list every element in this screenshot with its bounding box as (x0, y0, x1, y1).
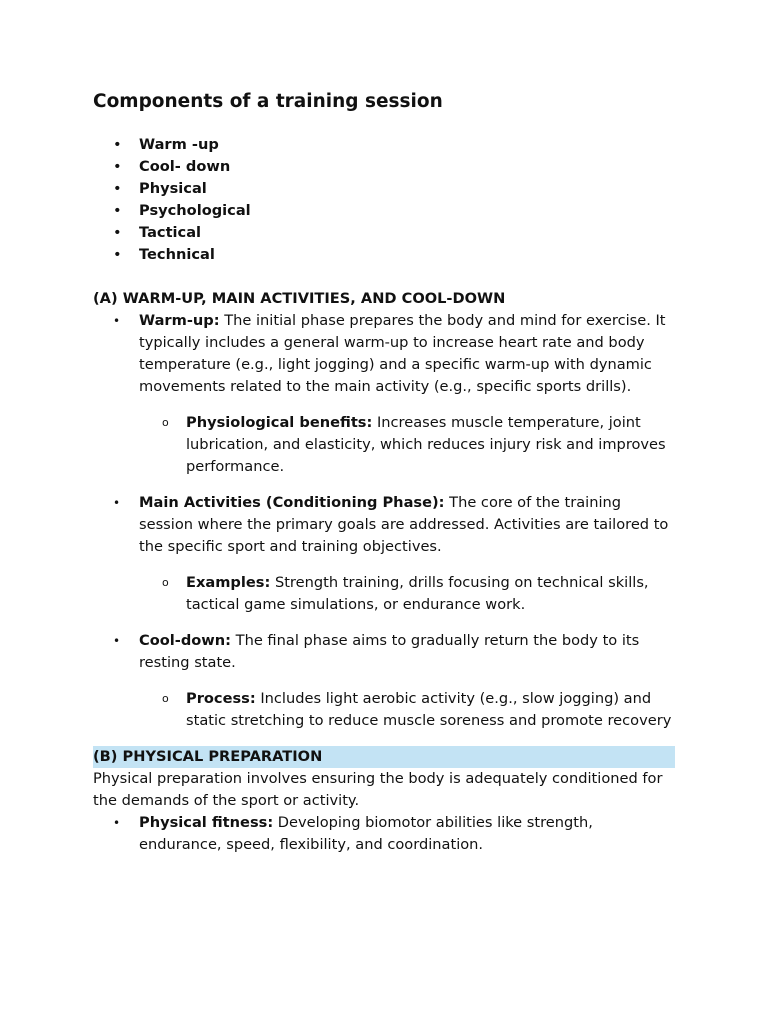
physiological-benefits-text: Increases muscle temperature, joint lubrication, and elasticity, which reduces injury risk and improves performance. (186, 414, 666, 475)
physiological-benefits-item (93, 412, 675, 478)
bullet-icon: • (113, 496, 121, 510)
list-item: • Warm -up (93, 134, 675, 156)
main-activities-item (93, 492, 675, 558)
cooldown-text: The final phase aims to gradually return the body to its resting state. (139, 632, 640, 671)
process-label: Process: (186, 690, 256, 707)
bullet-icon: • (113, 634, 121, 648)
main-activities-text: The core of the training session where the primary goals are addressed. Activities are tailored to the specific sport and training objectives. (139, 494, 669, 555)
section-b-intro: Physical preparation involves ensuring the body is adequately conditioned for the demands of the sport or activity. (93, 770, 663, 809)
section-a-heading: (A) WARM-UP, MAIN ACTIVITIES, AND COOL-DOWN (93, 290, 506, 307)
components-list (93, 134, 675, 266)
list-item: • Cool- down (93, 156, 675, 178)
warmup-label: Warm-up: (139, 312, 220, 329)
physical-fitness-label: Physical fitness: (139, 814, 274, 831)
main-activities-label: Main Activities (Conditioning Phase): (139, 494, 445, 511)
process-text: Includes light aerobic activity (e.g., slow jogging) and static stretching to reduce muscle soreness and promote recovery (186, 690, 672, 729)
examples-item (93, 572, 675, 616)
bullet-icon: • (113, 816, 121, 830)
cooldown-item (93, 630, 675, 674)
physiological-benefits-label: Physiological benefits: (186, 414, 373, 431)
section-b-heading: (B) PHYSICAL PREPARATION (93, 746, 675, 768)
physical-fitness-item (93, 812, 675, 856)
list-item: • Psychological (93, 200, 675, 222)
bullet-icon: • (113, 314, 121, 328)
list-item: • Tactical (93, 222, 675, 244)
list-item: • Physical (93, 178, 675, 200)
process-item (93, 688, 675, 732)
circle-bullet-icon: o (162, 576, 169, 589)
circle-bullet-icon: o (162, 416, 169, 429)
warmup-text: The initial phase prepares the body and mind for exercise. It typically includes a general warm-up to increase heart rate and body temperature (e.g., light jogging) and a specific warm-up with dynamic movements related to the main activity (e.g., specific sports drills). (139, 312, 666, 395)
cooldown-label: Cool-down: (139, 632, 232, 649)
examples-label: Examples: (186, 574, 271, 591)
warmup-item (93, 310, 675, 398)
list-item: • Technical (93, 244, 675, 266)
physical-fitness-text: Developing biomotor abilities like strength, endurance, speed, flexibility, and coordination. (139, 814, 593, 853)
examples-text: Strength training, drills focusing on technical skills, tactical game simulations, or endurance work. (186, 574, 649, 613)
circle-bullet-icon: o (162, 692, 169, 705)
page-title: Components of a training session (93, 91, 443, 112)
document-content (93, 89, 675, 856)
